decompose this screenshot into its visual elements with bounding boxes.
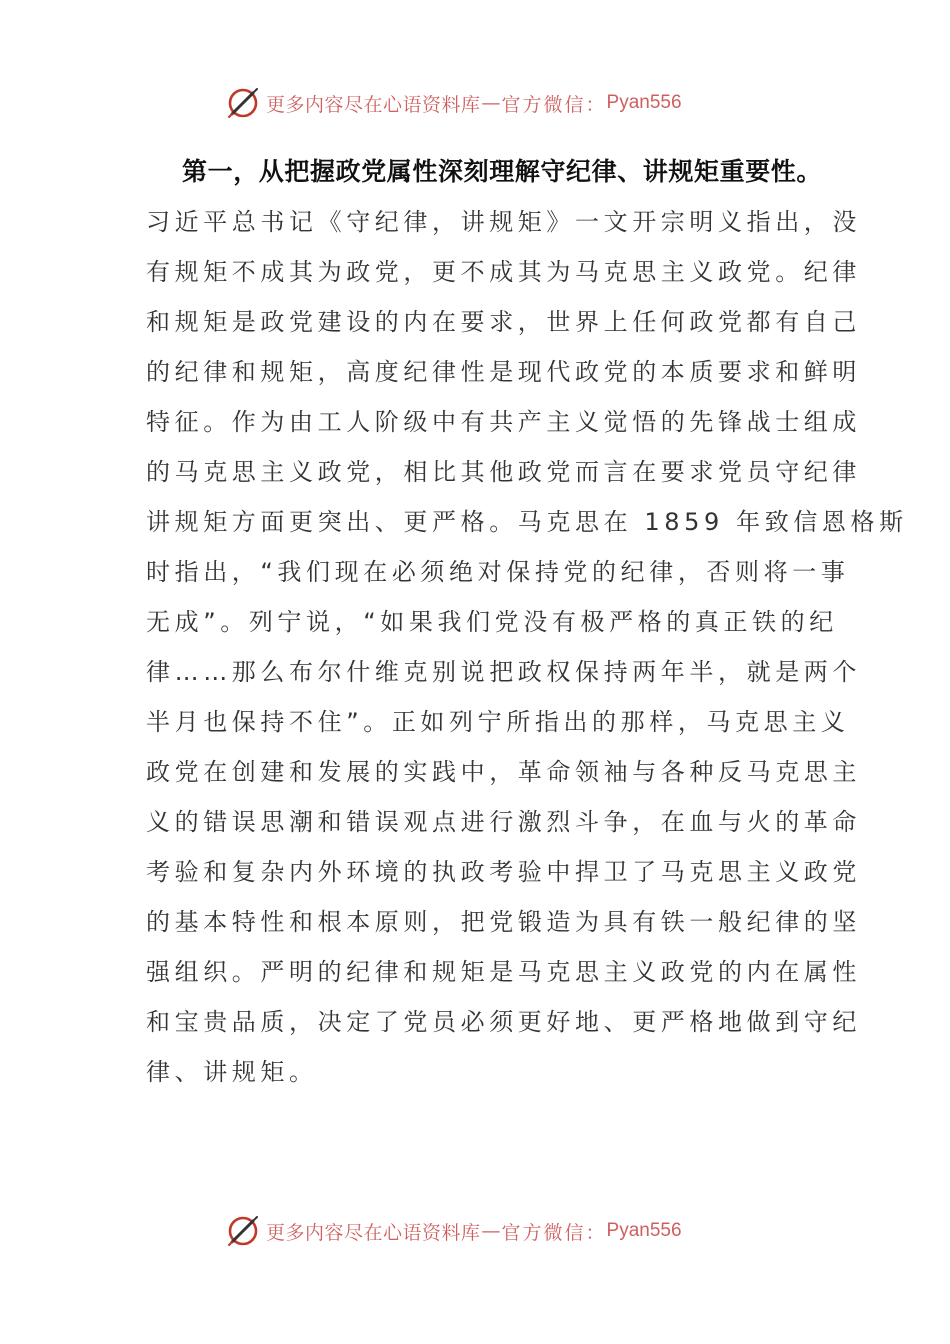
- paragraph-line: 律……那么布尔什维克别说把政权保持两年半，就是两个: [146, 658, 861, 686]
- paragraph-line: 的马克思主义政党，相比其他政党而言在要求党员守纪律: [146, 458, 861, 486]
- paragraph-line: 有规矩不成其为政党，更不成其为马克思主义政党。纪律: [146, 258, 861, 286]
- banner-wechat-id: Pyan556: [606, 92, 682, 113]
- paragraph-line: 习近平总书记《守纪律，讲规矩》一文开宗明义指出，没: [146, 208, 861, 236]
- section-heading: 第一，从把握政党属性深刻理解守纪律、讲规矩重要性。: [182, 157, 823, 186]
- paragraph-line: 讲规矩方面更突出、更严格。马克思在 1859 年致信恩格斯: [146, 508, 908, 536]
- paragraph-line: 无成”。列宁说，“如果我们党没有极严格的真正铁的纪: [146, 608, 838, 636]
- header-banner: [226, 85, 746, 121]
- pen-logo-icon: [226, 1214, 260, 1248]
- paragraph-line: 特征。作为由工人阶级中有共产主义觉悟的先锋战士组成: [146, 408, 861, 436]
- banner-text: 更多内容尽在心语资料库: [266, 93, 481, 116]
- paragraph-line: 考验和复杂内外环境的执政考验中捍卫了马克思主义政党: [146, 858, 861, 886]
- body-paragraph: [146, 197, 908, 1097]
- banner-wechat-id: Pyan556: [606, 1220, 682, 1241]
- paragraph-line: 半月也保持不住”。正如列宁所指出的那样，马克思主义: [146, 708, 850, 736]
- paragraph-line: 强组织。严明的纪律和规矩是马克思主义政党的内在属性: [146, 958, 861, 986]
- paragraph-line: 和宝贵品质，决定了党员必须更好地、更严格地做到守纪: [146, 1008, 861, 1036]
- banner-text: 更多内容尽在心语资料库: [266, 1221, 481, 1244]
- paragraph-line: 义的错误思潮和错误观点进行激烈斗争，在血与火的革命: [146, 808, 861, 836]
- paragraph-line: 的基本特性和根本原则，把党锻造为具有铁一般纪律的坚: [146, 908, 861, 936]
- paragraph-line: 的纪律和规矩，高度纪律性是现代政党的本质要求和鲜明: [146, 358, 861, 386]
- banner-wechat-label: 官方微信：: [501, 93, 607, 116]
- paragraph-line: 政党在创建和发展的实践中，革命领袖与各种反马克思主: [146, 758, 861, 786]
- paragraph-line: 律、讲规矩。: [146, 1058, 318, 1086]
- pen-logo-icon: [226, 86, 260, 120]
- banner-dash: —: [481, 1220, 501, 1242]
- banner-wechat-label: 官方微信：: [501, 1221, 607, 1244]
- banner-dash: —: [481, 92, 501, 114]
- footer-banner: [226, 1213, 746, 1249]
- paragraph-line: 和规矩是政党建设的内在要求，世界上任何政党都有自己: [146, 308, 861, 336]
- paragraph-line: 时指出，“我们现在必须绝对保持党的纪律，否则将一事: [146, 558, 850, 586]
